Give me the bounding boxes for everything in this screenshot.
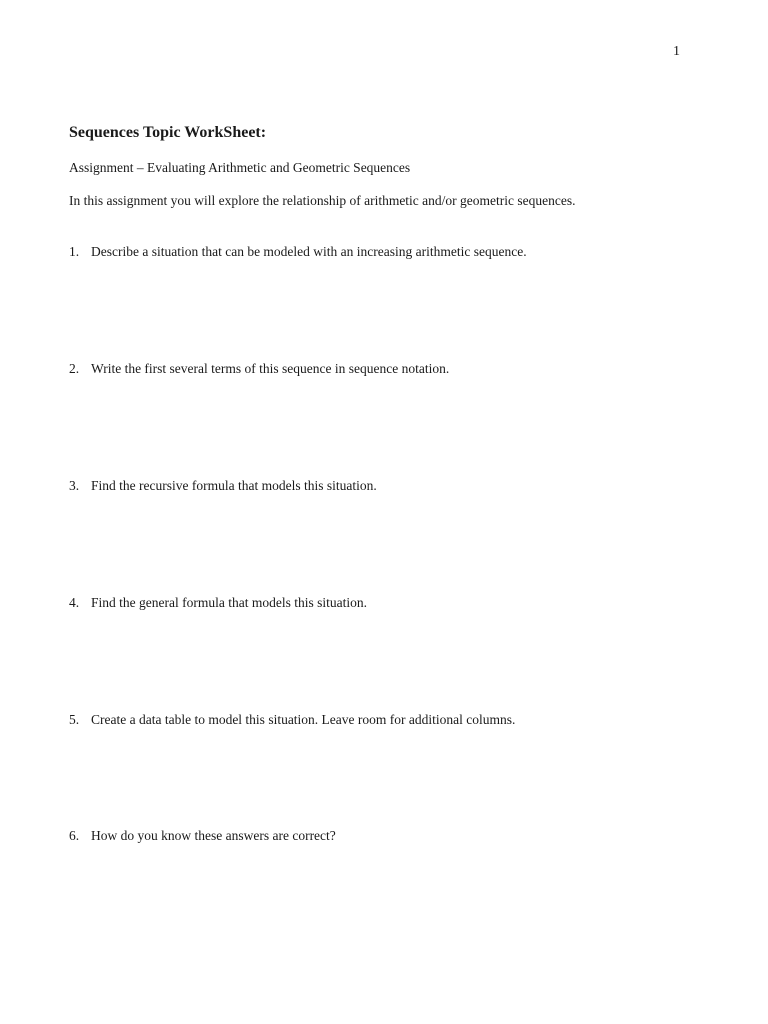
- question-item: [69, 828, 336, 844]
- question-number: 4.: [69, 595, 80, 610]
- question-number: 6.: [69, 828, 80, 843]
- question-text: Find the recursive formula that models this situation.: [91, 478, 377, 493]
- question-text: How do you know these answers are correct?: [91, 828, 336, 843]
- question-number: 5.: [69, 712, 80, 727]
- question-item: [69, 712, 515, 728]
- question-number: 2.: [69, 361, 80, 376]
- question-text: Create a data table to model this situation. Leave room for additional columns.: [91, 712, 516, 727]
- question-number: 1.: [69, 244, 80, 259]
- assignment-intro: In this assignment you will explore the relationship of arithmetic and/or geometric sequences.: [69, 193, 576, 208]
- question-text: Describe a situation that can be modeled with an increasing arithmetic sequence.: [91, 244, 527, 259]
- worksheet-title: Sequences Topic WorkSheet:: [69, 124, 267, 141]
- question-number: 3.: [69, 478, 80, 493]
- question-item: [69, 361, 449, 377]
- question-text: Write the first several terms of this sequence in sequence notation.: [91, 361, 450, 376]
- question-text: Find the general formula that models this situation.: [91, 595, 367, 610]
- question-item: [69, 244, 527, 260]
- page-number: 1: [673, 44, 680, 59]
- question-item: [69, 595, 367, 611]
- question-item: [69, 478, 377, 494]
- assignment-subtitle: Assignment – Evaluating Arithmetic and Geometric Sequences: [69, 160, 411, 175]
